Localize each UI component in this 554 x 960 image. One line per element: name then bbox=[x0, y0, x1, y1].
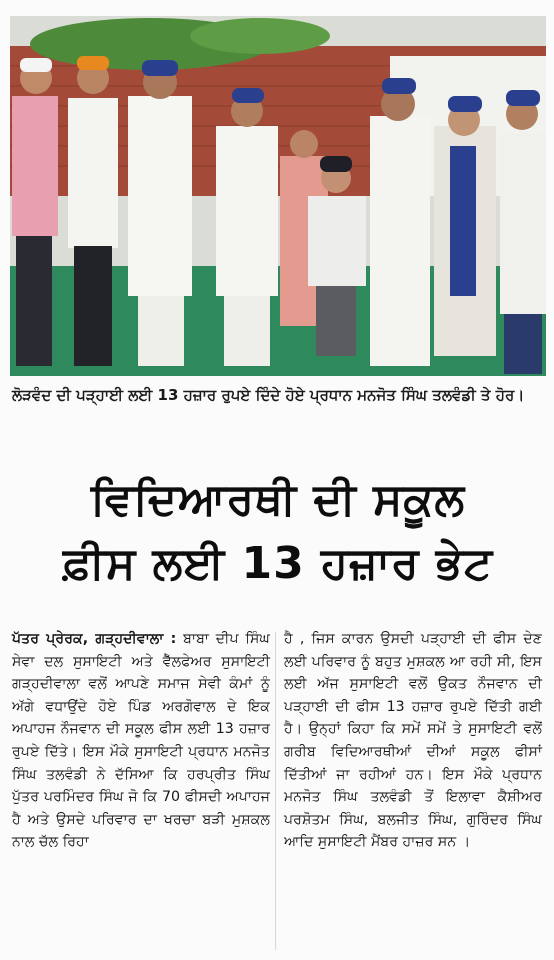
headline-line-1: ਵਿਦਿਆਰਥੀ ਦੀ ਸਕੂਲ bbox=[90, 474, 466, 525]
news-photo bbox=[10, 16, 546, 376]
headline-line-2: ਫ਼ੀਸ ਲਈ 13 ਹਜ਼ਾਰ ਭੇਟ bbox=[62, 538, 494, 589]
article-body-right: ਹੈ , ਜਿਸ ਕਾਰਨ ਉਸਦੀ ਪੜ੍ਹਾਈ ਦੀ ਫੀਸ ਦੇਣ ਲਈ ਪਰਿਵਾਰ ਨੂੰ ਬਹੁਤ ਮੁਸ਼ਕਲ ਆ ਰਹੀ ਸੀ, ਇਸ ਲਈ ਅੱਜ ਸੁਸਾਇਟੀ ਵਲੋਂ ਉਕਤ ਨੌਜਵਾਨ ਦੀ ਪੜ੍ਹਾਈ ਦੀ ਫੀਸ 13 ਹਜ਼ਾਰ ਰੁਪਏ ਦਿੱਤੀ ਗਈ ਹੈ। ਉਨ੍ਹਾਂ ਕਿਹਾ ਕਿ ਸਮੇਂ ਸਮੇਂ ਤੇ ਸੁਸਾਇਟੀ ਵਲੋਂ ਗਰੀਬ ਵਿਦਿਆਰਥੀਆਂ ਦੀਆਂ ਸਕੂਲ ਫੀਸਾਂ ਦਿੱਤੀਆਂ ਜਾ ਰਹੀਆਂ ਹਨ। ਇਸ ਮੌਕੇ ਪ੍ਰਧਾਨ ਮਨਜੋਤ ਸਿੰਘ ਤਲਵੰਡੀ ਤੋਂ ਇਲਾਵਾ ਕੈਸ਼ੀਅਰ ਪਰਸ਼ੋਤਮ ਸਿੰਘ, ਬਲਜੀਤ ਸਿੰਘ, ਗੁਰਿੰਦਰ ਸਿੰਘ ਆਦਿ ਸੁਸਾਇਟੀ ਮੈਂਬਰ ਹਾਜ਼ਰ ਸਨ । bbox=[284, 631, 542, 851]
headline bbox=[8, 468, 548, 596]
column-divider bbox=[275, 632, 276, 950]
article-body-left: ਬਾਬਾ ਦੀਪ ਸਿੰਘ ਸੇਵਾ ਦਲ ਸੁਸਾਇਟੀ ਅਤੇ ਵੈੱਲਫੇਅਰ ਸੁਸਾਇਟੀ ਗੜ੍ਹਦੀਵਾਲਾ ਵਲੋਂ ਆਪਣੇ ਸਮਾਜ ਸੇਵੀ ਕੰਮਾਂ ਨੂੰ ਅੱਗੇ ਵਧਾਉਂਦੇ ਹੋਏ ਪਿੰਡ ਅਰਗੋਵਾਲ ਦੇ ਇਕ ਅਪਾਹਜ ਨੌਜਵਾਨ ਦੀ ਸਕੂਲ ਫੀਸ ਲਈ 13 ਹਜ਼ਾਰ ਰੁਪਏ ਦਿੱਤੇ। ਇਸ ਮੌਕੇ ਸੁਸਾਇਟੀ ਪ੍ਰਧਾਨ ਮਨਜੋਤ ਸਿੰਘ ਤਲਵੰਡੀ ਨੇ ਦੱਸਿਆ ਕਿ ਹਰਪ੍ਰੀਤ ਸਿੰਘ ਪੁੱਤਰ ਪਰਮਿੰਦਰ ਸਿੰਘ ਜੋ ਕਿ 70 ਫੀਸਦੀ ਅਪਾਹਜ ਹੈ ਅਤੇ ਉਸਦੇ ਪਰਿਵਾਰ ਦਾ ਖਰਚਾ ਬੜੀ ਮੁਸ਼ਕਲ ਨਾਲ ਚੱਲ ਰਿਹਾ bbox=[12, 631, 270, 851]
article-column-right bbox=[284, 628, 542, 854]
article-column-left bbox=[12, 628, 270, 854]
dateline: ਪੱਤਰ ਪ੍ਰੇਰਕ, ਗੜ੍ਹਦੀਵਾਲਾ : bbox=[12, 631, 177, 647]
photo-caption: ਲੋੜਵੰਦ ਦੀ ਪੜ੍ਹਾਈ ਲਈ 13 ਹਜ਼ਾਰ ਰੁਪਏ ਦਿੰਦੇ ਹੋਏ ਪ੍ਰਧਾਨ ਮਨਜੋਤ ਸਿੰਘ ਤਲਵੰਡੀ ਤੇ ਹੋਰ। bbox=[12, 386, 525, 404]
